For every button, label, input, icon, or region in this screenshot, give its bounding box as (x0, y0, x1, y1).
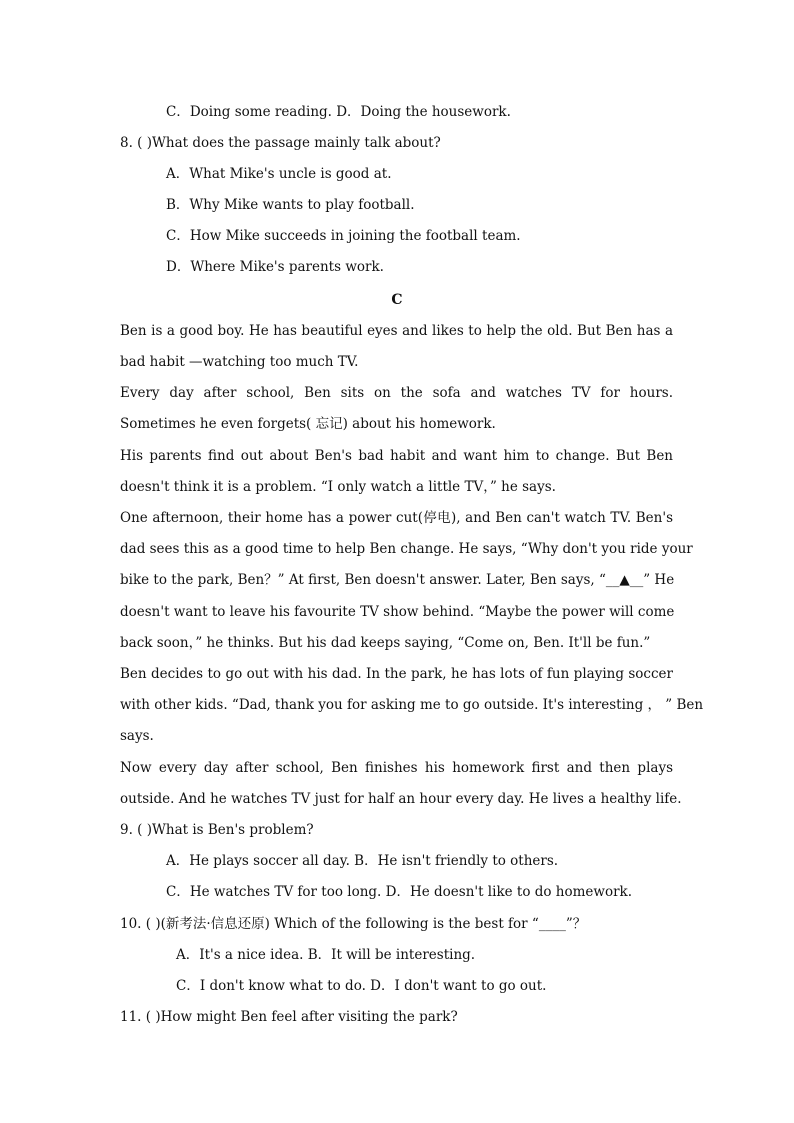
passage-line-6: doesn't think it is a problem. “I only watch a little TV，” he says. (120, 479, 556, 495)
q8-option-a: A．What Mike's uncle is good at. (166, 166, 392, 182)
passage-line-2: bad habit —watching too much TV. (120, 354, 359, 370)
question-10: 10. ( )(新考法·信息还原) Which of the following is the best for “____”？ (120, 916, 587, 932)
passage-line-15: Now every day after school, Ben finishes his homework first and then plays (120, 760, 673, 776)
passage-line-13: with other kids. “Dad, thank you for asking me to go outside. It's interesting ， ” Ben (120, 697, 704, 713)
question-9: 9. ( )What is Ben's problem? (120, 822, 314, 838)
passage-line-7: One afternoon, their home has a power cut(停电), and Ben can't watch TV. Ben's (120, 510, 673, 526)
passage-line-5: His parents find out about Ben's bad habit and want him to change. But Ben (120, 448, 673, 464)
passage-line-8: dad sees this as a good time to help Ben change. He says, “Why don't you ride your (120, 541, 693, 557)
passage-line-3: Every day after school, Ben sits on the sofa and watches TV for hours. (120, 385, 673, 401)
q8-option-d: D．Where Mike's parents work. (166, 259, 384, 275)
passage-line-4: Sometimes he even forgets( 忘记) about his homework. (120, 416, 496, 432)
passage-line-16: outside. And he watches TV just for half an hour every day. He lives a healthy life. (120, 791, 682, 807)
q10-options-ab: A．It's a nice idea. B．It will be interesting. (176, 947, 476, 963)
passage-line-14: says. (120, 728, 154, 744)
question-11: 11. ( )How might Ben feel after visiting the park? (120, 1009, 458, 1025)
q7-options-cd: C．Doing some reading. D．Doing the housework. (166, 104, 511, 120)
q8-option-c: C．How Mike succeeds in joining the football team. (166, 228, 521, 244)
section-heading-c: C (391, 292, 403, 308)
q9-options-ab: A．He plays soccer all day. B．He isn't friendly to others. (166, 853, 559, 869)
passage-line-9: bike to the park, Ben？” At first, Ben doesn't answer. Later, Ben says, “__▲__” He (120, 572, 675, 588)
q9-options-cd: C．He watches TV for too long. D．He doesn't like to do homework. (166, 884, 633, 900)
passage-line-1: Ben is a good boy. He has beautiful eyes and likes to help the old. But Ben has a (120, 323, 673, 339)
q10-options-cd: C．I don't know what to do. D．I don't want to go out. (176, 978, 547, 994)
question-8: 8. ( )What does the passage mainly talk about? (120, 135, 441, 151)
passage-line-11: back soon，” he thinks. But his dad keeps saying, “Come on, Ben. It'll be fun.” (120, 635, 651, 651)
passage-line-12: Ben decides to go out with his dad. In the park, he has lots of fun playing soccer (120, 666, 673, 682)
passage-line-10: doesn't want to leave his favourite TV show behind. “Maybe the power will come (120, 604, 675, 620)
q8-option-b: B．Why Mike wants to play football. (166, 197, 415, 213)
